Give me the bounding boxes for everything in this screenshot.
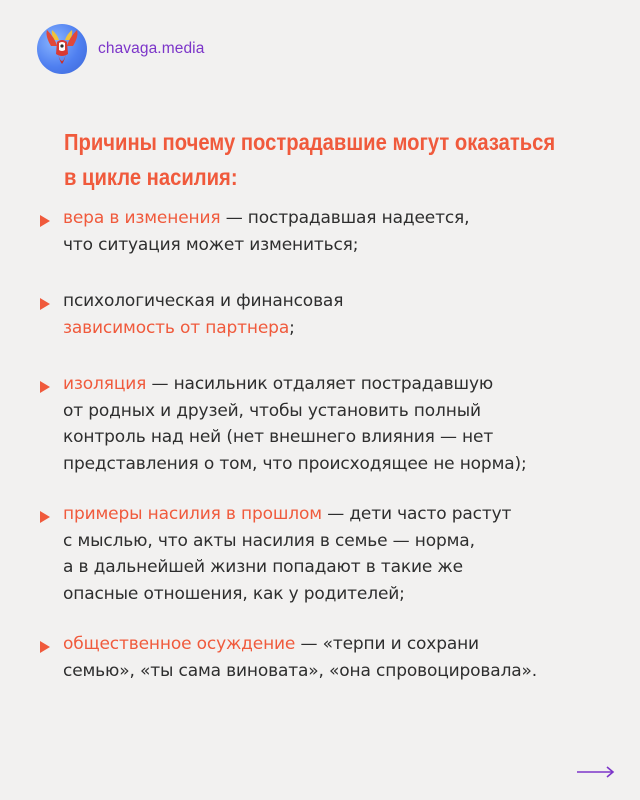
- list-item-line: [63, 451, 620, 478]
- body-text: — дети часто растут: [321, 504, 512, 524]
- triangle-bullet-icon: [40, 215, 50, 227]
- body-text: от родных и друзей, чтобы установить полный: [63, 400, 481, 421]
- list-item-line: [63, 232, 620, 259]
- list-item-line: [63, 424, 620, 451]
- list-item: [40, 631, 620, 684]
- list-item-line: [63, 205, 620, 232]
- list-item-line: [63, 581, 620, 608]
- body-text: а в дальнейшей жизни попадают в такие же: [63, 557, 463, 577]
- body-text: контроль над ней (нет внешнего влияния — нет: [63, 427, 494, 447]
- title-line: в цикле насилия:: [64, 164, 238, 190]
- body-text: психологическая и финансовая: [63, 291, 344, 311]
- highlight-text: вера в изменения: [63, 208, 221, 228]
- list-item: [40, 205, 620, 258]
- triangle-bullet-icon: [40, 511, 50, 523]
- list-item-line: [63, 315, 620, 342]
- body-text: ;: [289, 317, 295, 338]
- body-text: — насильник отдаляет пострадавшую: [146, 374, 494, 394]
- page-title: [64, 125, 556, 195]
- triangle-bullet-icon: [40, 381, 50, 393]
- list-item-line: [63, 631, 620, 658]
- list-item-line: [63, 371, 620, 398]
- list-item-line: [63, 288, 620, 315]
- list-item-line: [63, 658, 620, 685]
- body-text: — пострадавшая надеется,: [220, 208, 470, 228]
- list-item-line: [63, 528, 620, 555]
- triangle-bullet-icon: [40, 298, 50, 310]
- logo-icon: [37, 24, 87, 74]
- highlight-text: зависимость от партнера: [63, 317, 290, 338]
- brand-name[interactable]: chavaga.media: [98, 40, 205, 57]
- list-item: [40, 501, 620, 607]
- list-item-line: [63, 398, 620, 425]
- body-text: опасные отношения, как у родителей;: [63, 583, 405, 604]
- body-text: семью», «ты сама виновата», «она спровоцировала».: [63, 660, 538, 681]
- body-text: что ситуация может измениться;: [63, 234, 359, 255]
- reasons-list: [40, 205, 620, 684]
- list-item-line: [63, 501, 620, 528]
- list-item: [40, 371, 620, 477]
- triangle-bullet-icon: [40, 641, 50, 653]
- body-text: с мыслью, что акты насилия в семье — норма,: [63, 530, 475, 551]
- highlight-text: изоляция: [63, 374, 147, 394]
- title-line: Причины почему пострадавшие могут оказаться: [64, 129, 556, 155]
- body-text: представления о том, что происходящее не норма);: [63, 453, 527, 474]
- body-text: — «терпи и сохрани: [295, 634, 479, 654]
- list-item-line: [63, 554, 620, 581]
- highlight-text: примеры насилия в прошлом: [63, 504, 322, 524]
- brand-header: [37, 24, 204, 74]
- list-item: [40, 288, 620, 341]
- arrow-right-icon[interactable]: [576, 764, 616, 780]
- highlight-text: общественное осуждение: [63, 634, 296, 654]
